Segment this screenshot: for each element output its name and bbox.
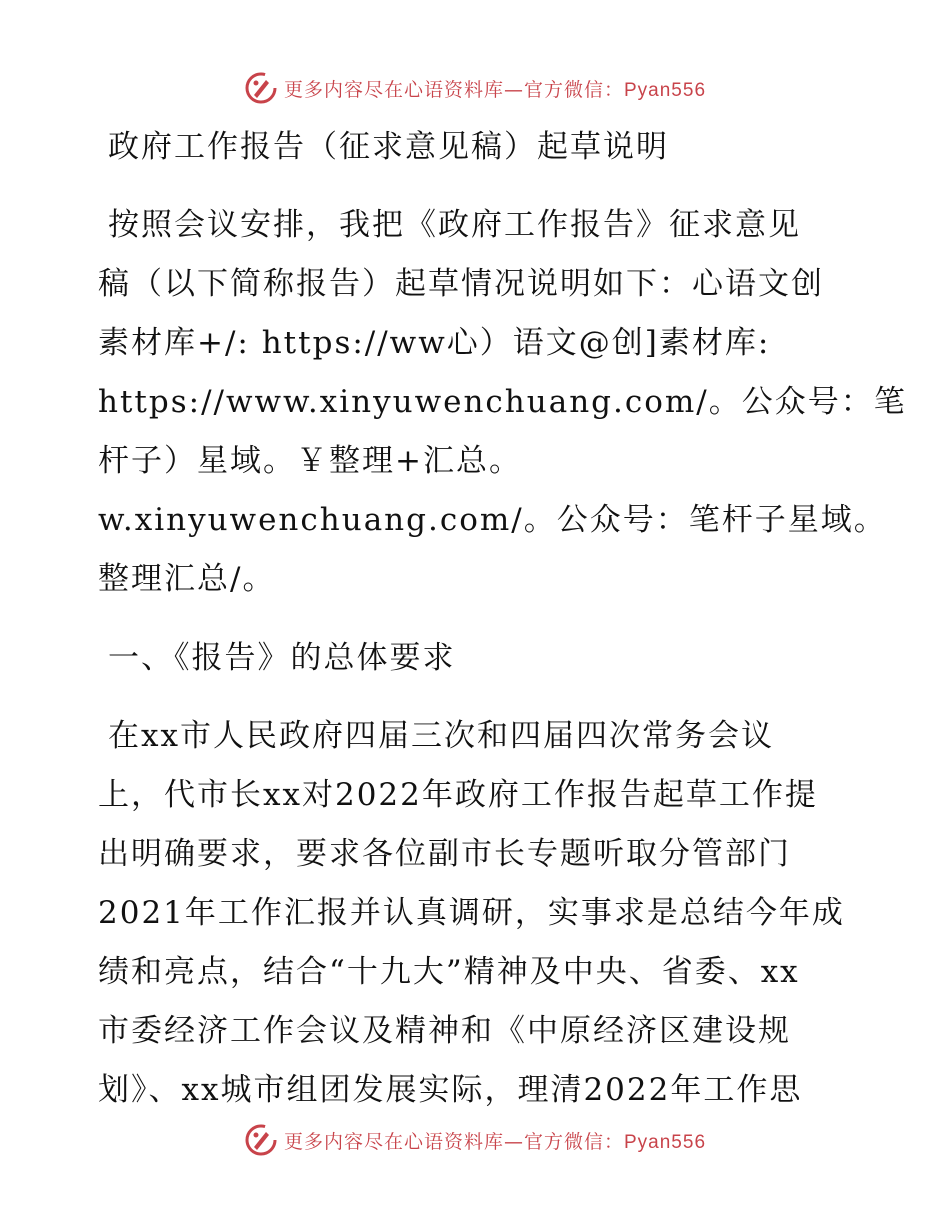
section-heading: 一、《报告》的总体要求 [108,640,456,676]
intro-line: 整理汇总/。 [98,561,276,597]
section-line: 在xx市人民政府四届三次和四届四次常务会议 [108,718,774,754]
watermark-text [284,1127,706,1154]
section-line: 上，代市长xx对2022年政府工作报告起草工作提 [98,777,818,813]
intro-paragraph [98,196,907,609]
watermark-wechat-label: 官方微信： [523,78,624,101]
watermark-separator: — [503,78,524,101]
intro-line: 稿（以下简称报告）起草情况说明如下：心语文创 [98,266,824,302]
intro-line: w.xinyuwenchuang.com/。公众号：笔杆子星域。 [98,502,887,538]
header-watermark [0,68,950,108]
section-line: 绩和亮点，结合“十九大”精神及中央、省委、xx [98,954,800,990]
footer-watermark [0,1120,950,1160]
watermark-brand: 更多内容尽在心语资料库 [283,1130,504,1153]
intro-line: 杆子）星域。￥整理+汇总。 [98,443,522,479]
watermark-wechat-label: 官方微信： [523,1130,624,1153]
intro-line: https://www.xinyuwenchuang.com/。公众号：笔 [98,384,907,420]
watermark-text [284,75,706,102]
brand-logo-icon [244,71,278,105]
section-line: 2021年工作汇报并认真调研，实事求是总结今年成 [98,895,845,931]
watermark-brand: 更多内容尽在心语资料库 [283,78,504,101]
intro-line: 按照会议安排，我把《政府工作报告》征求意见 [108,207,801,243]
watermark-wechat-id: Pyan556 [624,1131,707,1153]
watermark-separator: — [503,1130,524,1153]
section-paragraph [98,707,868,1120]
watermark-wechat-id: Pyan556 [624,79,707,101]
document-body [98,118,907,1140]
section-line: 出明确要求，要求各位副市长专题听取分管部门 [98,836,791,872]
section-line: 市委经济工作会议及精神和《中原经济区建设规 [98,1013,791,1049]
brand-logo-icon [244,1123,278,1157]
intro-line: 素材库+/: https://ww心）语文@创]素材库: [98,325,771,361]
document-title: 政府工作报告（征求意见稿）起草说明 [108,129,669,165]
section-line: 划》、xx城市组团发展实际，理清2022年工作思 [98,1072,803,1108]
